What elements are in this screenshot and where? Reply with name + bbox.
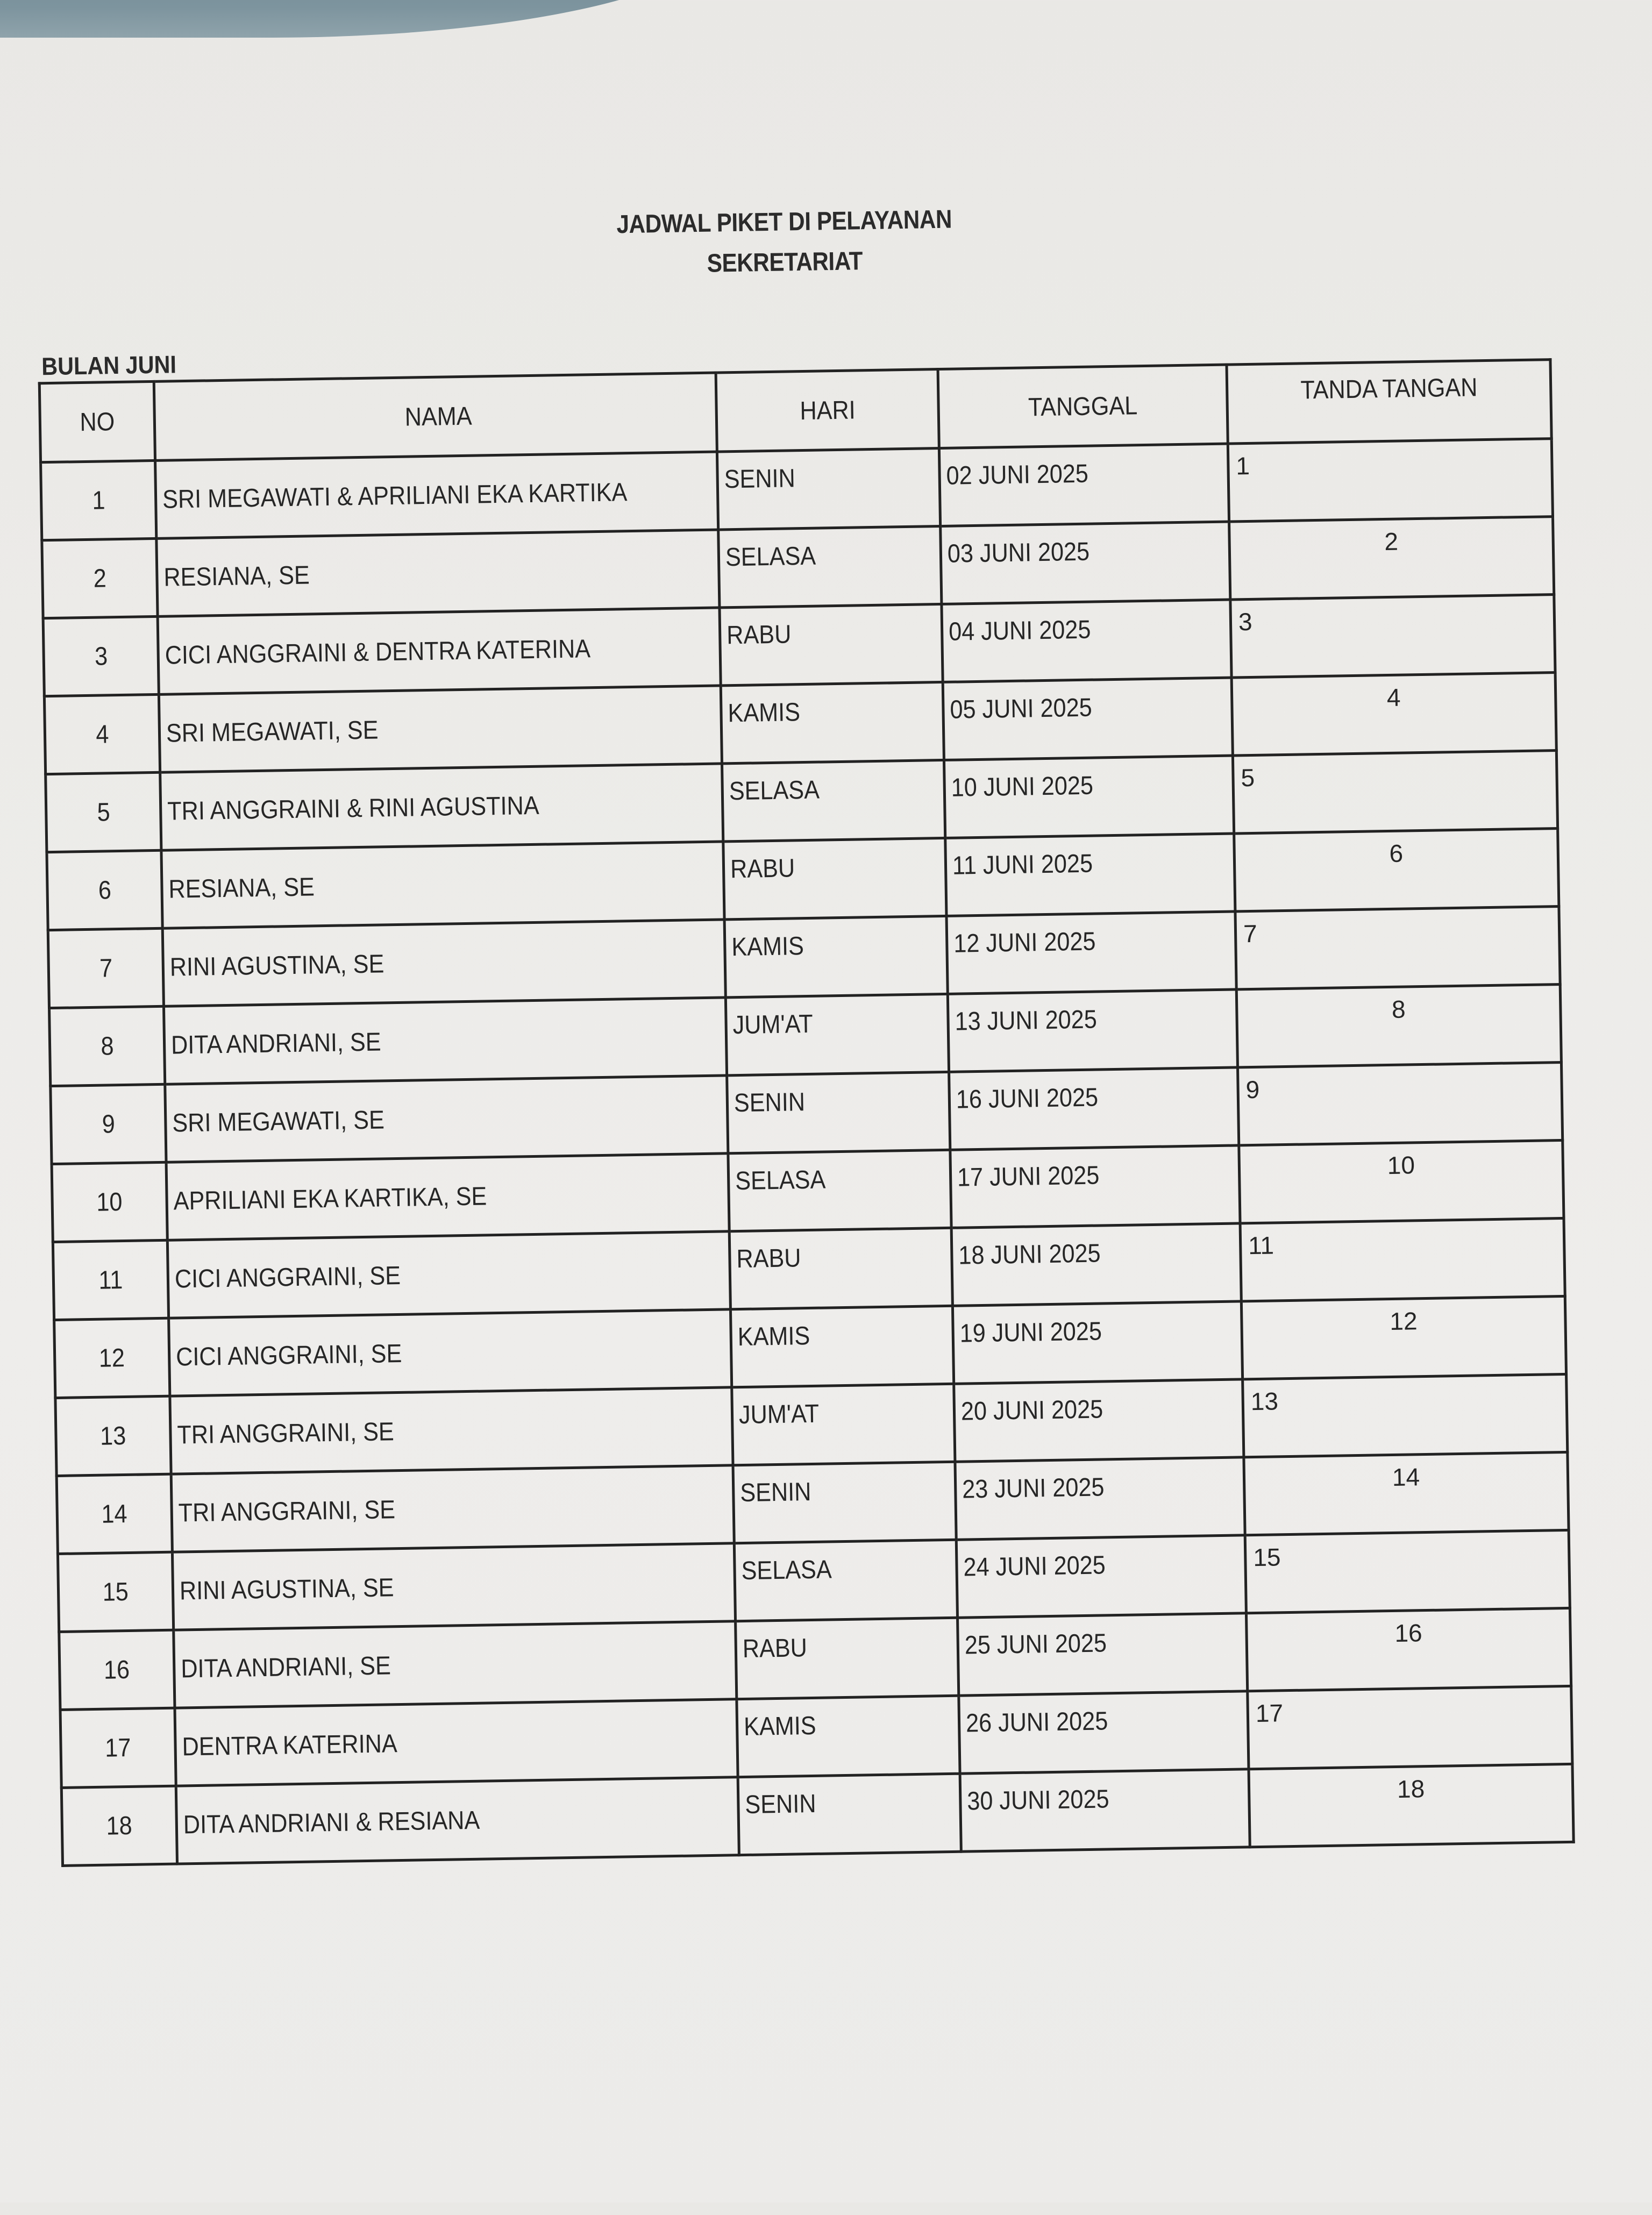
cell-tanggal bbox=[949, 1067, 1239, 1150]
cell-no bbox=[55, 1396, 171, 1476]
duty-date: 03 JUNI 2025 bbox=[947, 537, 1090, 568]
cell-no bbox=[61, 1786, 177, 1865]
cell-signature[interactable] bbox=[1230, 595, 1555, 678]
cell-nama bbox=[158, 608, 721, 694]
duty-date: 13 JUNI 2025 bbox=[955, 1005, 1098, 1036]
cell-no bbox=[44, 694, 160, 774]
day-name: RABU bbox=[726, 620, 792, 650]
cell-no bbox=[41, 460, 156, 540]
row-number: 2 bbox=[93, 564, 106, 593]
cell-signature[interactable] bbox=[1248, 1686, 1572, 1769]
cell-nama bbox=[170, 1387, 733, 1474]
cell-tanggal bbox=[945, 834, 1235, 916]
cell-tanggal bbox=[954, 1379, 1244, 1462]
header-hari-label: HARI bbox=[799, 395, 856, 425]
cell-nama bbox=[171, 1465, 734, 1552]
officer-name: CICI ANGGRAINI, SE bbox=[175, 1339, 402, 1372]
signature-number: 18 bbox=[1397, 1775, 1425, 1803]
header-no-label: NO bbox=[80, 407, 115, 437]
officer-name: SRI MEGAWATI & APRILIANI EKA KARTIKA bbox=[162, 478, 628, 514]
signature-number: 6 bbox=[1389, 839, 1404, 867]
cell-tanggal bbox=[942, 600, 1231, 682]
signature-number: 1 bbox=[1236, 451, 1250, 480]
header-tanda-tangan-label: TANDA TANGAN bbox=[1300, 373, 1478, 405]
cell-signature[interactable] bbox=[1241, 1296, 1566, 1379]
cell-nama bbox=[174, 1621, 737, 1708]
cell-signature[interactable] bbox=[1245, 1530, 1570, 1613]
cell-nama bbox=[156, 530, 720, 616]
cell-signature[interactable] bbox=[1243, 1374, 1568, 1457]
signature-number: 10 bbox=[1387, 1151, 1415, 1180]
cell-no bbox=[42, 538, 158, 618]
row-number: 8 bbox=[100, 1031, 114, 1061]
officer-name: CICI ANGGRAINI, SE bbox=[174, 1261, 401, 1294]
officer-name: RINI AGUSTINA, SE bbox=[179, 1573, 394, 1605]
cell-hari bbox=[727, 1072, 950, 1153]
row-number: 9 bbox=[101, 1109, 115, 1139]
cell-no bbox=[51, 1084, 166, 1164]
duty-date: 19 JUNI 2025 bbox=[959, 1317, 1102, 1348]
officer-name: RESIANA, SE bbox=[168, 872, 315, 904]
day-name: KAMIS bbox=[737, 1321, 810, 1352]
cell-signature[interactable] bbox=[1231, 673, 1556, 756]
officer-name: TRI ANGGRAINI, SE bbox=[177, 1417, 395, 1449]
cell-signature[interactable] bbox=[1235, 907, 1560, 989]
cell-signature[interactable] bbox=[1240, 1218, 1565, 1301]
cell-tanggal bbox=[944, 756, 1234, 838]
cell-nama bbox=[165, 1076, 728, 1162]
cell-hari bbox=[723, 838, 946, 919]
row-number: 5 bbox=[96, 797, 110, 827]
duty-date: 30 JUNI 2025 bbox=[966, 1785, 1109, 1816]
header-nama-label: NAMA bbox=[404, 402, 472, 432]
duty-roster-table bbox=[38, 358, 1575, 1867]
cell-nama bbox=[175, 1699, 738, 1786]
cell-signature[interactable] bbox=[1239, 1140, 1564, 1223]
row-number: 3 bbox=[94, 642, 108, 671]
table-body bbox=[41, 439, 1574, 1866]
officer-name: SRI MEGAWATI, SE bbox=[172, 1105, 385, 1138]
signature-number: 15 bbox=[1252, 1543, 1281, 1572]
cell-no bbox=[60, 1708, 176, 1787]
cell-no bbox=[48, 928, 163, 1008]
row-number: 10 bbox=[96, 1187, 123, 1217]
header-tanggal-label: TANGGAL bbox=[1028, 391, 1138, 422]
cell-signature[interactable] bbox=[1233, 751, 1557, 834]
cell-hari bbox=[729, 1228, 952, 1309]
cell-tanggal bbox=[958, 1613, 1248, 1696]
cell-nama bbox=[176, 1777, 739, 1864]
document-subtitle: SEKRETARIAT bbox=[707, 247, 863, 278]
cell-no bbox=[47, 850, 162, 930]
header-tanggal bbox=[938, 365, 1228, 448]
cell-no bbox=[56, 1474, 172, 1554]
officer-name: TRI ANGGRAINI, SE bbox=[178, 1495, 396, 1527]
cell-hari bbox=[718, 526, 942, 607]
row-number: 12 bbox=[98, 1343, 125, 1373]
cell-tanggal bbox=[955, 1457, 1245, 1540]
day-name: SENIN bbox=[734, 1088, 806, 1118]
signature-number: 13 bbox=[1250, 1387, 1279, 1416]
officer-name: RESIANA, SE bbox=[163, 560, 310, 592]
cell-signature[interactable] bbox=[1249, 1764, 1573, 1847]
cell-hari bbox=[728, 1150, 951, 1231]
duty-date: 24 JUNI 2025 bbox=[963, 1551, 1106, 1582]
cell-tanggal bbox=[939, 444, 1229, 526]
day-name: RABU bbox=[730, 854, 795, 884]
cell-tanggal bbox=[948, 989, 1237, 1072]
duty-date: 12 JUNI 2025 bbox=[953, 927, 1096, 958]
cell-no bbox=[59, 1630, 175, 1710]
cell-signature[interactable] bbox=[1228, 439, 1553, 522]
cell-tanggal bbox=[952, 1301, 1242, 1384]
duty-date: 20 JUNI 2025 bbox=[960, 1395, 1103, 1426]
cell-signature[interactable] bbox=[1229, 517, 1554, 600]
cell-hari bbox=[724, 916, 948, 997]
day-name: SELASA bbox=[725, 542, 816, 572]
signature-number: 2 bbox=[1384, 527, 1399, 556]
officer-name: DITA ANDRIANI, SE bbox=[170, 1027, 381, 1060]
day-name: SENIN bbox=[739, 1477, 811, 1508]
signature-number: 17 bbox=[1255, 1699, 1284, 1728]
header-nama bbox=[154, 373, 717, 460]
signature-number: 12 bbox=[1389, 1307, 1418, 1336]
cell-signature[interactable] bbox=[1244, 1452, 1569, 1535]
duty-date: 26 JUNI 2025 bbox=[965, 1707, 1108, 1738]
day-name: KAMIS bbox=[728, 698, 801, 728]
cell-nama bbox=[166, 1153, 729, 1240]
cell-hari bbox=[720, 604, 943, 685]
officer-name: SRI MEGAWATI, SE bbox=[166, 715, 379, 748]
day-name: RABU bbox=[736, 1244, 801, 1274]
cell-signature[interactable] bbox=[1234, 829, 1559, 911]
cell-nama bbox=[161, 842, 724, 928]
duty-date: 17 JUNI 2025 bbox=[957, 1161, 1100, 1192]
cell-hari bbox=[730, 1306, 953, 1387]
header-no bbox=[39, 381, 155, 462]
cell-signature[interactable] bbox=[1238, 1062, 1563, 1145]
duty-date: 16 JUNI 2025 bbox=[956, 1083, 1099, 1114]
day-name: SELASA bbox=[729, 775, 820, 806]
officer-name: TRI ANGGRAINI & RINI AGUSTINA bbox=[167, 791, 539, 826]
cell-no bbox=[49, 1006, 165, 1086]
cell-hari bbox=[717, 448, 940, 530]
cell-hari bbox=[733, 1462, 956, 1543]
row-number: 7 bbox=[99, 953, 113, 983]
cell-nama bbox=[159, 686, 722, 772]
row-number: 16 bbox=[103, 1655, 130, 1685]
row-number: 11 bbox=[98, 1265, 123, 1295]
document-title: JADWAL PIKET DI PELAYANAN bbox=[616, 205, 952, 239]
cell-no bbox=[52, 1162, 167, 1242]
officer-name: CICI ANGGRAINI & DENTRA KATERINA bbox=[165, 634, 591, 670]
day-name: JUM'AT bbox=[732, 1009, 814, 1040]
duty-date: 11 JUNI 2025 bbox=[952, 849, 1093, 880]
officer-name: APRILIANI EKA KARTIKA, SE bbox=[173, 1181, 487, 1216]
cell-hari bbox=[722, 760, 945, 841]
duty-date: 02 JUNI 2025 bbox=[946, 459, 1089, 490]
signature-number: 7 bbox=[1243, 919, 1258, 948]
duty-date: 18 JUNI 2025 bbox=[958, 1239, 1101, 1270]
cell-tanggal bbox=[941, 522, 1230, 604]
day-name: JUM'AT bbox=[738, 1399, 820, 1430]
officer-name: DENTRA KATERINA bbox=[182, 1729, 398, 1761]
signature-number: 11 bbox=[1248, 1231, 1274, 1260]
duty-date: 10 JUNI 2025 bbox=[951, 771, 1094, 802]
signature-number: 16 bbox=[1394, 1619, 1423, 1647]
row-number: 4 bbox=[95, 720, 109, 749]
duty-date: 25 JUNI 2025 bbox=[964, 1629, 1107, 1660]
cell-no bbox=[53, 1240, 168, 1320]
duty-date: 04 JUNI 2025 bbox=[948, 615, 1091, 646]
cell-no bbox=[54, 1318, 170, 1398]
cell-tanggal bbox=[960, 1769, 1250, 1851]
cell-hari bbox=[737, 1696, 960, 1777]
cell-hari bbox=[721, 682, 944, 763]
officer-name: DITA ANDRIANI & RESIANA bbox=[183, 1806, 480, 1839]
cell-nama bbox=[167, 1231, 730, 1318]
cell-nama bbox=[172, 1543, 735, 1630]
cell-tanggal bbox=[956, 1535, 1246, 1618]
row-number: 14 bbox=[101, 1499, 128, 1529]
cell-nama bbox=[155, 452, 718, 538]
row-number: 15 bbox=[102, 1577, 129, 1607]
day-name: SENIN bbox=[745, 1789, 816, 1819]
cell-no bbox=[58, 1552, 173, 1632]
officer-name: DITA ANDRIANI, SE bbox=[180, 1651, 391, 1683]
cell-tanggal bbox=[951, 1223, 1241, 1306]
day-name: SELASA bbox=[735, 1165, 826, 1196]
signature-number: 9 bbox=[1245, 1075, 1260, 1104]
cell-hari bbox=[732, 1384, 955, 1465]
row-number: 17 bbox=[105, 1733, 132, 1763]
officer-name: RINI AGUSTINA, SE bbox=[169, 949, 384, 982]
cell-hari bbox=[734, 1540, 957, 1621]
row-number: 18 bbox=[106, 1811, 133, 1841]
cell-hari bbox=[725, 994, 949, 1075]
day-name: RABU bbox=[742, 1634, 808, 1664]
row-number: 13 bbox=[100, 1421, 126, 1451]
row-number: 6 bbox=[98, 875, 111, 905]
cell-signature[interactable] bbox=[1236, 984, 1561, 1067]
header-tanda-tangan bbox=[1227, 360, 1551, 444]
cell-nama bbox=[160, 764, 723, 850]
header-hari bbox=[716, 369, 939, 452]
signature-number: 5 bbox=[1241, 763, 1255, 792]
cell-no bbox=[46, 772, 161, 852]
cell-signature[interactable] bbox=[1246, 1608, 1571, 1691]
day-name: KAMIS bbox=[731, 932, 804, 962]
cell-tanggal bbox=[959, 1691, 1249, 1774]
duty-date: 05 JUNI 2025 bbox=[950, 693, 1093, 724]
cell-tanggal bbox=[943, 678, 1233, 760]
signature-number: 14 bbox=[1392, 1463, 1420, 1492]
cell-hari bbox=[738, 1774, 961, 1855]
cell-nama bbox=[163, 998, 727, 1084]
cell-hari bbox=[736, 1618, 959, 1699]
signature-number: 8 bbox=[1391, 995, 1406, 1023]
duty-date: 23 JUNI 2025 bbox=[962, 1473, 1105, 1504]
cell-tanggal bbox=[950, 1145, 1240, 1228]
cell-nama bbox=[162, 920, 725, 1006]
cell-no bbox=[43, 616, 159, 696]
signature-number: 4 bbox=[1386, 683, 1401, 711]
cell-nama bbox=[169, 1309, 732, 1396]
row-number: 1 bbox=[91, 486, 105, 515]
day-name: SELASA bbox=[741, 1555, 832, 1586]
signature-number: 3 bbox=[1238, 607, 1252, 636]
day-name: SENIN bbox=[724, 464, 796, 494]
month-label: BULAN JUNI bbox=[41, 350, 177, 381]
cell-tanggal bbox=[946, 911, 1236, 994]
day-name: KAMIS bbox=[743, 1711, 816, 1742]
